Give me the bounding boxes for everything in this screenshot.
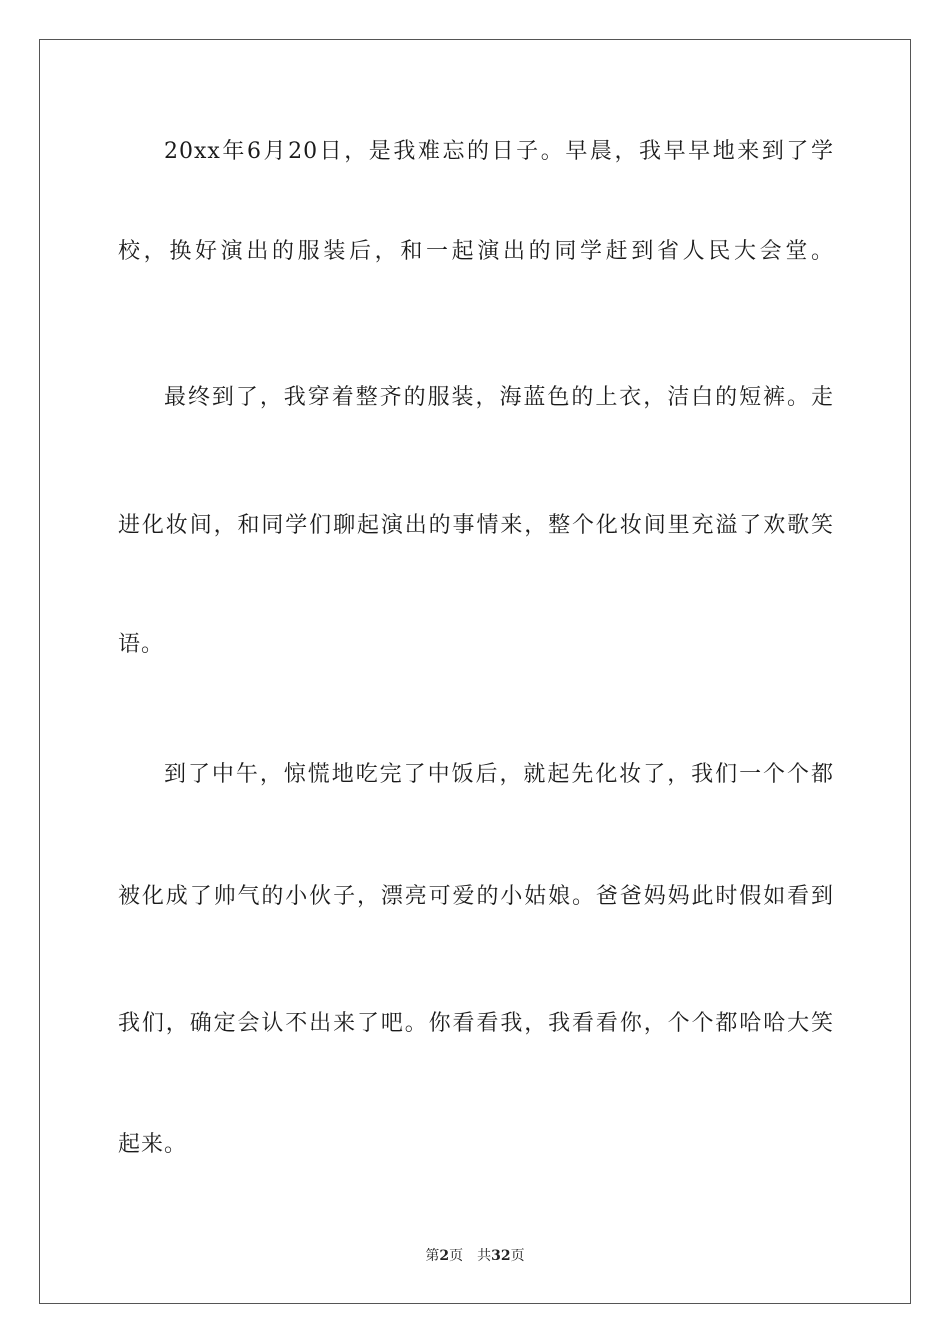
paragraph-2-line-3: 语。 <box>118 632 165 657</box>
total-unit: 页 <box>510 1248 525 1264</box>
paragraph-2-line-2: 进化妆间，和同学们聊起演出的事情来，整个化妆间里充溢了欢歌笑 <box>118 513 834 538</box>
paragraph-2-line-1: 最终到了，我穿着整齐的服装，海蓝色的上衣，洁白的短裤。走 <box>164 385 834 410</box>
page-footer <box>0 1247 950 1265</box>
page-number: 2 <box>439 1248 450 1264</box>
total-pages: 32 <box>491 1248 511 1264</box>
page-prefix: 第 <box>425 1248 440 1264</box>
paragraph-3-line-2: 被化成了帅气的小伙子，漂亮可爱的小姑娘。爸爸妈妈此时假如看到 <box>118 884 834 909</box>
paragraph-3-line-1: 到了中午，惊慌地吃完了中饭后，就起先化妆了，我们一个个都 <box>164 762 834 787</box>
page-border <box>39 39 911 1304</box>
paragraph-1-line-2: 校，换好演出的服装后，和一起演出的同学赶到省人民大会堂。 <box>118 239 834 264</box>
paragraph-1-line-1: 20xx年6月20日，是我难忘的日子。早晨，我早早地来到了学 <box>164 139 834 164</box>
total-prefix: 共 <box>477 1248 492 1264</box>
paragraph-3-line-4: 起来。 <box>118 1132 188 1157</box>
page-unit: 页 <box>449 1248 464 1264</box>
paragraph-3-line-3: 我们，确定会认不出来了吧。你看看我，我看看你，个个都哈哈大笑 <box>118 1011 834 1036</box>
